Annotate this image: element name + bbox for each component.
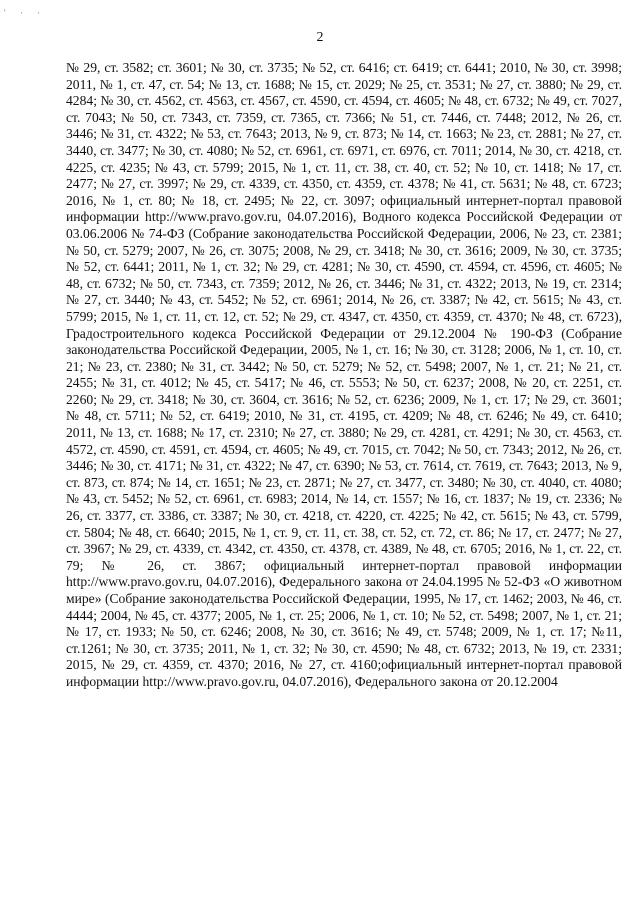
scan-artifact-marks: ' · · [4,8,47,18]
page-number: 2 [316,30,324,45]
body-paragraph: № 29, ст. 3582; ст. 3601; № 30, ст. 3735; № 52, ст. 6416; ст. 6419; ст. 6441; 2010, № 30, ст. 3998; 2011, № 1, ст. 47, ст. 54; № 13, ст. 1688; № 15, ст. 2029; № 25, ст. 3531; № 27, ст. 3880; № 29, ст. 4284; № 30, ст. 4562, ст. 4563, ст. 4567, ст. 4590, ст. 4594, ст. 4605; № 48, ст. 6732; № 49, ст. 7027, ст. 7043; № 50, ст. 7343, ст. 7359, ст. 7365, ст. 7366; № 51, ст. 7446, ст. 7448; 2012, № 26, ст. 3446; № 31, ст. 4322; № 53, ст. 7643; 2013, № 9, ст. 873; № 14, ст. 1663; № 23, ст. 2881; № 27, ст. 3440, ст. 3477; № 30, ст. 4080; № 52, ст. 6961, ст. 6971, ст. 6976, ст. 7011; 2014, № 30, ст. 4218, ст. 4225, ст. 4235; № 43, ст. 5799; 2015, № 1, ст. 11, ст. 38, ст. 40, ст. 52; № 10, ст. 1418; № 17, ст. 2477; № 27, ст. 3997; № 29, ст. 4339, ст. 4350, ст. 4359, ст. 4378; № 41, ст. 5631; № 48, ст. 6723; 2016, № 1, ст. 80; № 18, ст. 2495; № 22, ст. 3097; официальный интернет-портал правовой информации http://www.pravo.gov.ru, 04.07.2016), Водного кодекса Российской Федерации от 03.06.2006 № 74-ФЗ (Собрание законодательства Российской Федерации, 2006, № 23, ст. 2381; № 50, ст. 5279; 2007, № 26, ст. 3075; 2008, № 29, ст. 3418; № 30, ст. 3616; 2009, № 30, ст. 3735; № 52, ст. 6441; 2011, № 1, ст. 32; № 29, ст. 4281; № 30, ст. 4590, ст. 4594, ст. 4596, ст. 4605; № 48, ст. 6732; № 50, ст. 7343, ст. 7359; 2012, № 26, ст. 3446; № 31, ст. 4322; 2013, № 19, ст. 2314; № 27, ст. 3440; № 43, ст. 5452; № 52, ст. 6961; 2014, № 26, ст. 3387; № 42, ст. 5615; № 43, ст. 5799; 2015, № 1, ст. 11, ст. 12, ст. 52; № 29, ст. 4347, ст. 4350, ст. 4359, ст. 4370; № 48, ст. 6723), Градостроительного кодекса Российской Федерации от 29.12.2004 № 190-ФЗ (Собрание законодательства Российской Федерации, 2005, № 1, ст. 16; № 30, ст. 3128; 2006, № 1, ст. 10, ст. 21; № 23, ст. 2380; № 31, ст. 3442; № 50, ст. 5279; № 52, ст. 5498; 2007, № 1, ст. 21; № 21, ст. 2455; № 31, ст. 4012; № 45, ст. 5417; № 46, ст. 5553; № 50, ст. 6237; 2008, № 20, ст. 2251, ст. 2260; № 29, ст. 3418; № 30, ст. 3604, ст. 3616; № 52, ст. 6236; 2009, № 1, ст. 17; № 29, ст. 3601; № 48, ст. 5711; № 52, ст. 6419; 2010, № 31, ст. 4195, ст. 4209; № 48, ст. 6246; № 49, ст. 6410; 2011, № 13, ст. 1688; № 17, ст. 2310; № 27, ст. 3880; № 29, ст. 4281, ст. 4291; № 30, ст. 4563, ст. 4572, ст. 4590, ст. 4591, ст. 4594, ст. 4605; № 49, ст. 7015, ст. 7042; № 50, ст. 7343; 2012, № 26, ст. 3446; № 30, ст. 4171; № 31, ст. 4322; № 47, ст. 6390; № 53, ст. 7614, ст. 7619, ст. 7643; 2013, № 9, ст. 873, ст. 874; № 14, ст. 1651; № 23, ст. 2871; № 27, ст. 3477, ст. 3480; № 30, ст. 4040, ст. 4080; № 43, ст. 5452; № 52, ст. 6961, ст. 6983; 2014, № 14, ст. 1557; № 16, ст. 1837; № 19, ст. 2336; № 26, ст. 3377, ст. 3386, ст. 3387; № 30, ст. 4218, ст. 4220, ст. 4225; № 42, ст. 5615; № 43, ст. 5799, ст. 5804; № 48, ст. 6640; 2015, № 1, ст. 9, ст. 11, ст. 38, ст. 52, ст. 72, ст. 86; № 17, ст. 2477; № 27, ст. 3967; № 29, ст. 4339, ст. 4342, ст. 4350, ст. 4378, ст. 4389, № 48, ст. 6705; 2016, № 1, ст. 22, ст. 79; № 26, ст. 3867; официальный интернет-портал правовой информации http://www.pravo.gov.ru, 04.07.2016), Федерального закона от 24.04.1995 № 52-ФЗ «О животном мире» (Собрание законодательства Российской Федерации, 1995, № 17, ст. 1462; 2003, № 46, ст. 4444; 2004, № 45, ст. 4377; 2005, № 1, ст. 25; 2006, № 1, ст. 10; № 52, ст. 5498; 2007, № 1, ст. 21; № 17, ст. 1933; № 50, ст. 6246; 2008, № 30, ст. 3616; № 49, ст. 5748; 2009, № 1, ст. 17; №11, ст.1261; № 30, ст. 3735; 2011, № 1, ст. 32; № 30, ст. 4590; № 48, ст. 6732; 2013, № 19, ст. 2331; 2015, № 29, ст. 4359, ст. 4370; 2016, № 27, ст. 4160;официальный интернет-портал правовой информации http://www.pravo.gov.ru, 04.07.2016), Федерального закона от 20.12.2004 [66,60,622,689]
